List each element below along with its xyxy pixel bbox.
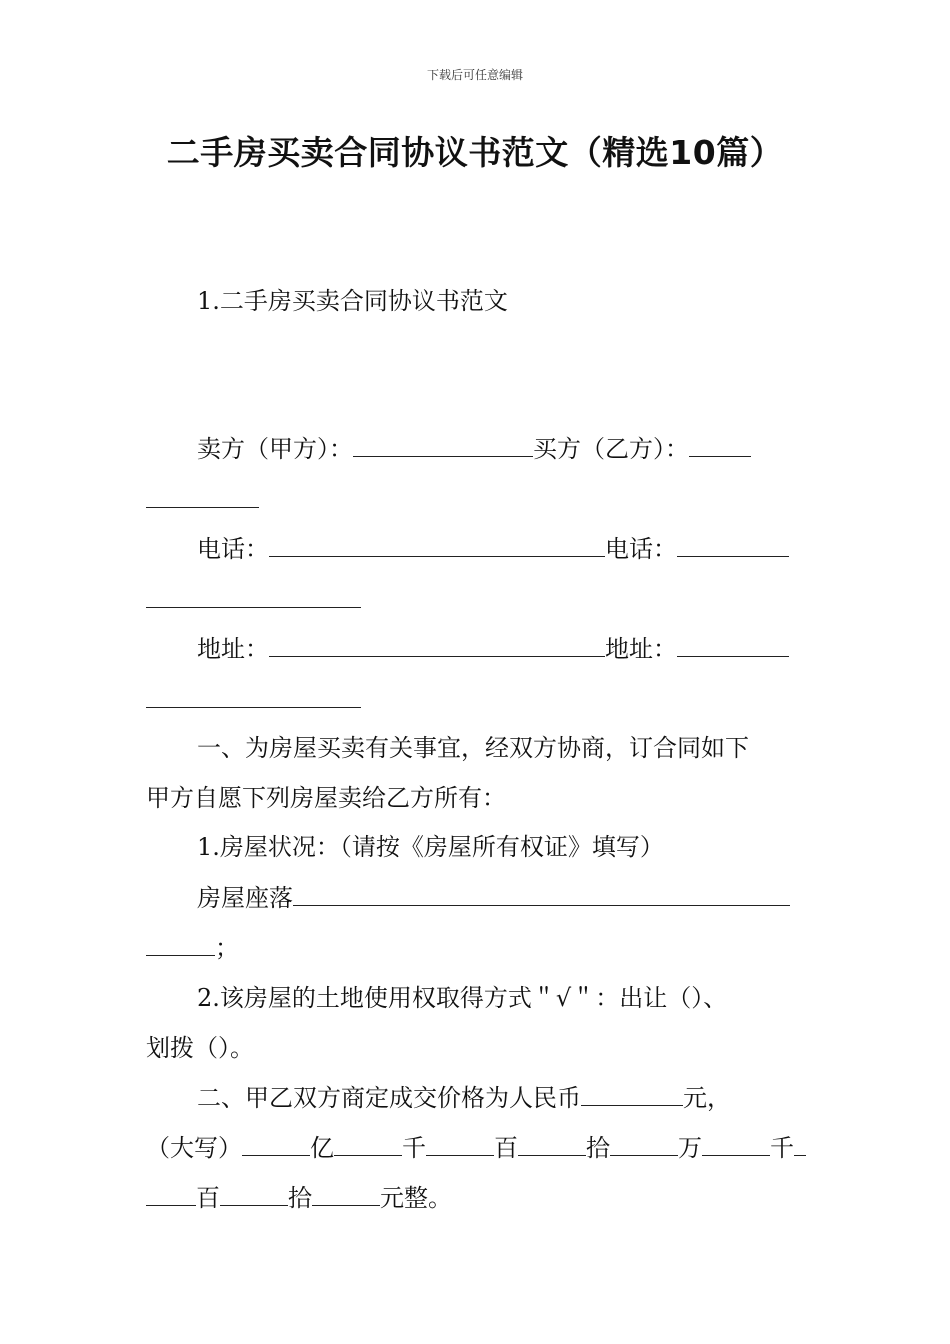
location-blank-continued[interactable] — [146, 934, 215, 956]
address-row — [197, 634, 789, 664]
price-blank[interactable] — [581, 1084, 683, 1106]
location-row-continued — [146, 933, 239, 963]
unit-label: 拾 — [586, 1134, 610, 1162]
capital-blank[interactable] — [242, 1134, 310, 1156]
header-note: 下载后可任意编辑 — [426, 68, 523, 82]
capital-blank[interactable] — [146, 1184, 196, 1206]
party-row — [197, 434, 751, 464]
clause2-text: 二、甲乙双方商定成交价格为人民币 — [197, 1084, 581, 1112]
unit-label: 千 — [402, 1134, 426, 1162]
capital-blank[interactable] — [702, 1134, 770, 1156]
phone-row — [197, 534, 789, 564]
seller-blank[interactable] — [353, 435, 533, 457]
seller-address-blank[interactable] — [269, 635, 605, 657]
location-row — [197, 883, 790, 913]
capital-prefix: （大写） — [146, 1134, 242, 1162]
buyer-phone-blank-continued[interactable] — [146, 606, 361, 608]
seller-address-label: 地址： — [197, 635, 269, 663]
seller-phone-blank[interactable] — [269, 535, 605, 557]
clause1-item2-continued: 划拨（）。 — [146, 1034, 254, 1062]
unit-label: 万 — [678, 1134, 702, 1162]
clause1-intro-continued: 甲方自愿下列房屋卖给乙方所有： — [146, 784, 506, 812]
document-title: 二手房买卖合同协议书范文（精选10篇） — [166, 133, 784, 172]
unit-label: 拾 — [288, 1184, 312, 1212]
section-heading: 1.二手房买卖合同协议书范文 — [197, 287, 508, 315]
clause2-capital-row-continued — [146, 1183, 452, 1213]
clause2-capital-row — [146, 1133, 806, 1163]
buyer-phone-blank[interactable] — [677, 535, 789, 557]
location-blank[interactable] — [293, 884, 790, 906]
capital-blank[interactable] — [518, 1134, 586, 1156]
unit-label: 元整。 — [380, 1184, 452, 1212]
buyer-blank[interactable] — [689, 435, 751, 457]
unit-label: 百 — [494, 1134, 518, 1162]
capital-blank[interactable] — [312, 1184, 380, 1206]
clause1-item1: 1.房屋状况：（请按《房屋所有权证》填写） — [197, 833, 664, 861]
unit-label: 亿 — [310, 1134, 334, 1162]
clause2-price-row — [197, 1083, 731, 1113]
buyer-label: 买方（乙方）： — [533, 435, 689, 463]
buyer-address-blank-continued[interactable] — [146, 706, 361, 708]
capital-blank[interactable] — [426, 1134, 494, 1156]
buyer-address-label: 地址： — [605, 635, 677, 663]
capital-blank[interactable] — [334, 1134, 402, 1156]
capital-blank[interactable] — [610, 1134, 678, 1156]
seller-phone-label: 电话： — [197, 535, 269, 563]
capital-blank[interactable] — [794, 1134, 806, 1156]
location-label: 房屋座落 — [197, 884, 293, 912]
unit-label: 千 — [770, 1134, 794, 1162]
clause1-intro: 一、为房屋买卖有关事宜，经双方协商，订合同如下 — [197, 734, 749, 762]
unit-label: 百 — [196, 1184, 220, 1212]
seller-label: 卖方（甲方）： — [197, 435, 353, 463]
clause1-item2: 2.该房屋的土地使用权取得方式＂√＂：出让（）、 — [197, 984, 728, 1012]
location-end: ； — [215, 934, 239, 962]
price-unit: 元， — [683, 1084, 731, 1112]
buyer-phone-label: 电话： — [605, 535, 677, 563]
buyer-address-blank[interactable] — [677, 635, 789, 657]
capital-blank[interactable] — [220, 1184, 288, 1206]
buyer-blank-continued[interactable] — [146, 506, 259, 508]
